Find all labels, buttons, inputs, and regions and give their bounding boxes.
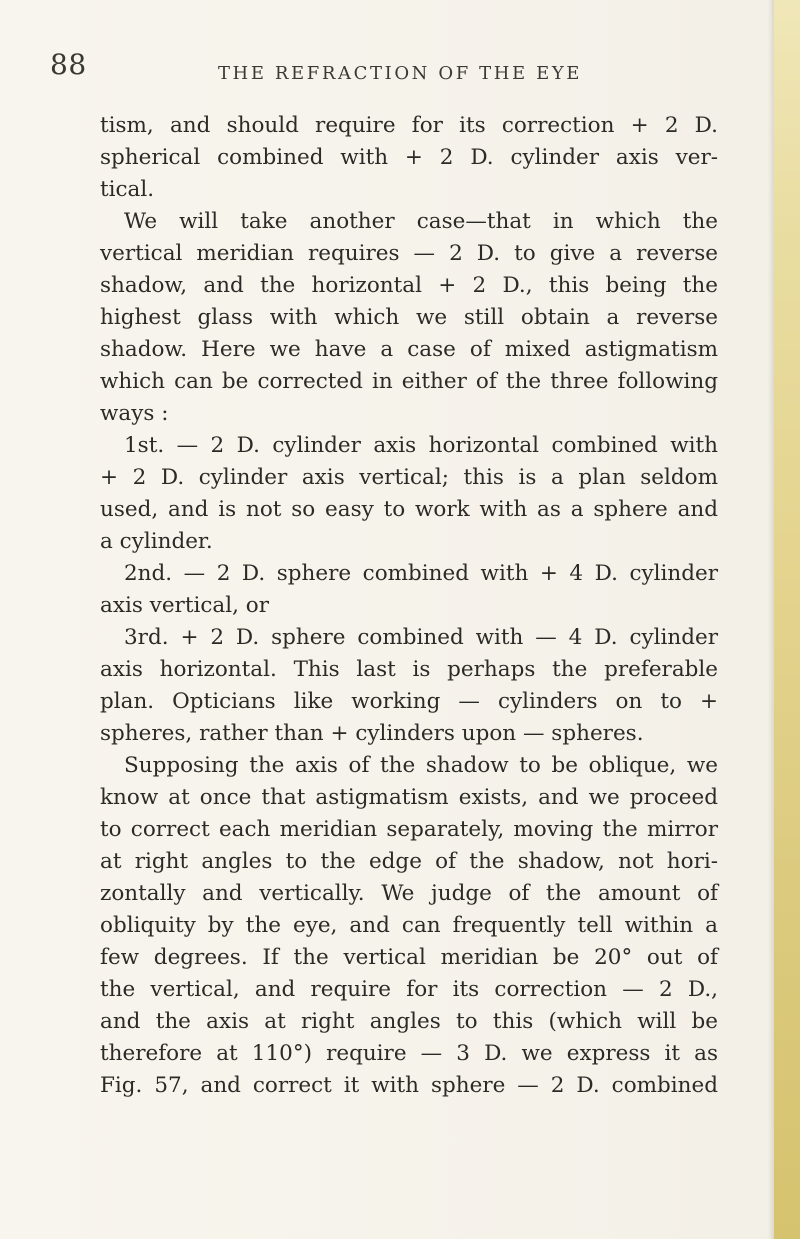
text-line: therefore at 110°) require — 3 D. we express it as bbox=[100, 1041, 718, 1066]
text-line: 3rd. + 2 D. sphere combined with — 4 D. cylinder bbox=[124, 625, 718, 650]
text-line: axis horizontal. This last is perhaps the preferable bbox=[100, 657, 718, 682]
text-line: used, and is not so easy to work with as a sphere and bbox=[100, 497, 718, 522]
text-line: shadow. Here we have a case of mixed astigmatism bbox=[100, 337, 718, 362]
text-line: a cylinder. bbox=[100, 529, 213, 554]
text-line: + 2 D. cylinder axis vertical; this is a plan seldom bbox=[100, 465, 718, 490]
text-line: at right angles to the edge of the shadow, not hori- bbox=[100, 849, 718, 874]
body-text bbox=[100, 110, 718, 1102]
text-line: axis vertical, or bbox=[100, 593, 269, 618]
text-line: to correct each meridian separately, moving the mirror bbox=[100, 817, 718, 842]
text-line: 2nd. — 2 D. sphere combined with + 4 D. cylinder bbox=[124, 561, 718, 586]
text-line: few degrees. If the vertical meridian be 20° out of bbox=[100, 945, 718, 970]
text-line: ways : bbox=[100, 401, 169, 426]
text-line: We will take another case—that in which the bbox=[124, 209, 718, 234]
text-line: plan. Opticians like working — cylinders on to + bbox=[100, 689, 718, 714]
text-line: know at once that astigmatism exists, and we proceed bbox=[100, 785, 718, 810]
text-line: spheres, rather than + cylinders upon — spheres. bbox=[100, 721, 644, 746]
page-number: 88 bbox=[50, 48, 87, 81]
text-line: tism, and should require for its correction + 2 D. bbox=[100, 113, 718, 138]
text-line: zontally and vertically. We judge of the amount of bbox=[100, 881, 718, 906]
running-head: THE REFRACTION OF THE EYE bbox=[217, 63, 583, 84]
text-line: vertical meridian requires — 2 D. to give a reverse bbox=[100, 241, 718, 266]
text-line: spherical combined with + 2 D. cylinder axis ver- bbox=[100, 145, 718, 170]
text-line: Fig. 57, and correct it with sphere — 2 D. combined bbox=[100, 1073, 718, 1098]
text-line: Supposing the axis of the shadow to be oblique, we bbox=[124, 753, 718, 778]
text-line: the vertical, and require for its correction — 2 D., bbox=[100, 977, 718, 1002]
text-line: tical. bbox=[100, 177, 155, 202]
text-line: highest glass with which we still obtain a reverse bbox=[100, 305, 718, 330]
text-line: 1st. — 2 D. cylinder axis horizontal combined with bbox=[124, 433, 718, 458]
text-line: and the axis at right angles to this (which will be bbox=[100, 1009, 718, 1034]
text-line: obliquity by the eye, and can frequently tell within a bbox=[100, 913, 718, 938]
text-line: shadow, and the horizontal + 2 D., this being the bbox=[100, 273, 718, 298]
page-edge bbox=[774, 0, 800, 1239]
text-line: which can be corrected in either of the three following bbox=[100, 369, 718, 394]
